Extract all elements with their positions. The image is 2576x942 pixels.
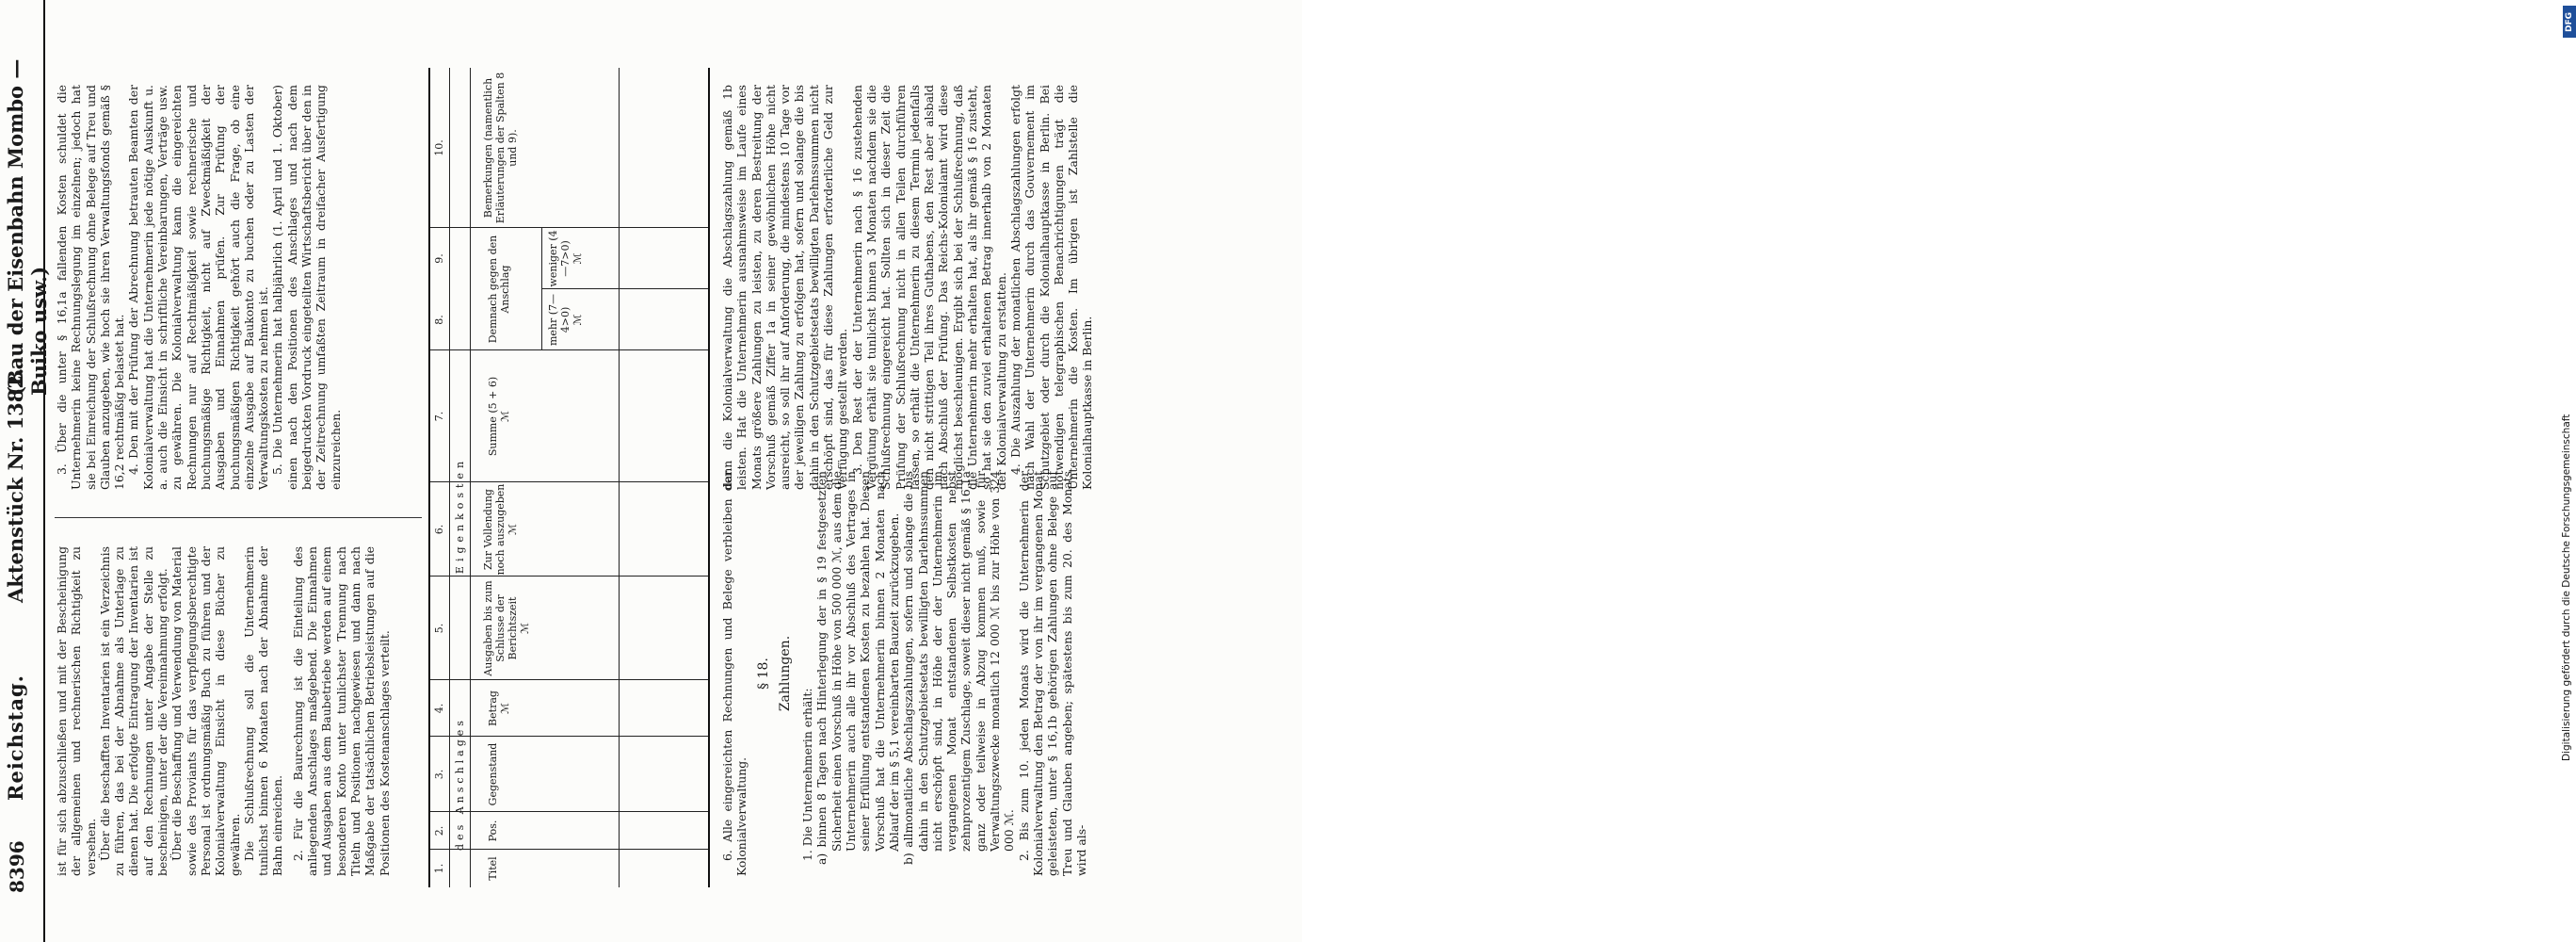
table-column xyxy=(430,227,541,350)
col-header: Zur Vollendung noch auszugeben xyxy=(482,483,507,576)
column-4 xyxy=(720,85,1095,490)
col-header-weniger: weniger (4—7>0) xyxy=(547,230,572,287)
unit-label: ℳ xyxy=(572,314,584,326)
table-column xyxy=(430,481,708,577)
list-item: b) allmonatliche Abschlagszahlungen, sofern und solange die bis dahin in den Schutzgebietsetats bewilligten Darlehnssummen nicht erschöpft sind, in Höhe der der Unternehmerin im vergangenen Monat entstandenen Selbstkosten nebst zehnprozentigem Zuschlage, soweit dieser nicht gemäß § 16,1a ganz oder teilweise in Abzug kommen muß, sowie für Verwaltungszwecke monatlich 12 000 ℳ bis zur Höhe von 324 000 ℳ. xyxy=(901,471,1017,865)
table-column xyxy=(430,849,708,887)
column-2 xyxy=(55,85,343,490)
col-header: Gegenstand xyxy=(487,742,499,806)
col-number: 4. xyxy=(433,703,445,714)
col-header: Summe (5 + 6) xyxy=(487,376,499,457)
paragraph: 3. Über die unter § 16,1a fallenden Kosten schuldet die Unternehmerin keine Rechnungslegung im einzelnen; jedoch hat sie bei Einreichung der Schlußrechnung ohne Belege auf Treu und Glauben anzugeben, wie hoch sie ihren Verwaltungsfonds gemäß § 16,2 rechtmäßig belastet hat. xyxy=(55,85,127,490)
dfg-credit-text: Digitalisierung gefördert durch die Deutsche Forschungsgemeinschaft xyxy=(2561,414,2572,761)
paragraph: 5. Die Unternehmerin hat halbjährlich (1. April und 1. Oktober) einen nach den Positionen des Anschlages und nach dem beigedruckten Vordruck eingeteilten Wirtschaftsbericht über den in der Zeitrechnung umfaßten Zeitraum in dreifacher Ausfertigung einzureichen. xyxy=(270,85,343,490)
paragraph: 6. Alle eingereichten Rechnungen und Belege verbleiben der Kolonialverwaltung. xyxy=(720,471,749,876)
paragraph: 2. Für die Baurechnung ist die Einteilung des anliegenden Anschlages maßgebend. Die Einnahmen und Ausgaben aus dem Baubetriebe werden auf einem besonderen Konto unter tunlichster Trennung nach Titeln und Positionen nachgewiesen und dann nach Maßgabe der tatsächlichen Betriebsleistungen auf die Positionen des Kostenanschlages verteilt. xyxy=(290,546,392,876)
unit-label: ℳ xyxy=(507,524,519,535)
table-column xyxy=(430,68,708,228)
paragraph: 2. Bis zum 10. jeden Monats wird die Unternehmerin der Kolonialverwaltung den Betrag der von ihr im vergangenen Monat geleisteten, unter § 16,1b gehörigen Zahlungen ohne Belege auf Treu und Glauben angeben; spätestens bis zum 20. des Monats wird als- xyxy=(1016,471,1088,876)
unit-label: ℳ xyxy=(499,411,511,422)
col-header: Titel xyxy=(487,856,499,881)
table-subcolumn xyxy=(541,227,708,289)
table-column xyxy=(430,736,708,812)
col-number: 7. xyxy=(433,411,445,422)
col-number: 1. xyxy=(433,863,445,874)
unit-label: ℳ xyxy=(519,623,531,634)
paragraph: dann die Kolonialverwaltung die Abschlagszahlung gemäß 1b leisten. Hat die Unternehmerin ausnahmsweise im Laufe eines Monats größere Zahlungen zu leisten, zu deren Bestreitung der Vorschuß gemäß Ziffer 1a in seiner gewöhnlichen Höhe nicht ausreicht, so soll ihr auf Anforderung, die mindestens 10 Tage vor der jeweiligen Zahlung zu erfolgen hat, sofern und solange die bis dahin in den Schutzgebietsetats bewilligten Darlehnssummen nicht erschöpft sind, das für diese Zahlungen erforderliche Geld zur Verfügung gestellt werden. xyxy=(720,85,850,490)
paragraph: ist für sich abzuschließen und mit der Bescheinigung der allgemeinen und rechnerischen Richtigkeit zu versehen. xyxy=(55,546,98,876)
group-header-eigenkosten: Eigenkosten xyxy=(454,456,466,575)
col-number: 9. xyxy=(433,253,445,264)
group-header-anschlag: des Anschlages xyxy=(454,717,466,851)
col-number: 3. xyxy=(433,769,445,780)
col-header-mehr: mehr (7—4>0) xyxy=(547,293,572,347)
section-title: Zahlungen. xyxy=(777,635,793,712)
paragraph: 4. Den mit der Prüfung der Abrechnung betrauten Beamten der Kolonialverwaltung hat die Unternehmerin jede nötige Auskunft u. a. auch die Einsicht in schriftliche Vereinbarungen, Verträge usw. zu gewähren. Die Kolonialverwaltung kann die eingereichten Rechnungen nur auf Rechtmäßigkeit sowie rechnerische und buchungsmäßige Richtigkeit, nicht auf Zweckmäßigkeit der Ausgaben und Einnahmen prüfen. Zur Prüfung der buchungsmäßigen Richtigkeit gehört auch die Frage, ob eine einzelne Ausgabe auf Baukonto zu buchen oder zu Lasten der Verwaltungskosten zu nehmen ist. xyxy=(126,85,271,490)
col-header: Bemerkungen (namentlich Erläuterungen der Spalten 8 und 9). xyxy=(482,72,519,224)
col-number: 10. xyxy=(433,139,445,156)
unit-label: ℳ xyxy=(499,703,511,714)
dfg-logo: DFG xyxy=(2563,6,2576,38)
paragraph: Die Schlußrechnung soll die Unternehmerin tunlichst binnen 6 Monaten nach der Abnahme der Bahn einreichen. xyxy=(241,546,285,876)
paragraph: 1. Die Unternehmerin erhält: xyxy=(800,688,815,861)
running-header xyxy=(0,0,51,942)
section-number: § 18. xyxy=(755,658,771,690)
digitization-strip xyxy=(1279,0,2574,942)
column-divider xyxy=(55,517,422,518)
unit-label: ℳ xyxy=(572,252,584,265)
table-column xyxy=(430,679,708,737)
paragraph: Über die beschafften Inventarien ist ein Verzeichnis zu führen, das bei der Abnahme als Unterlage zu dienen hat. Die erfolgte Eintragung der Inventarien ist auf den Rechnungen unter Angabe der Stelle zu bescheinigen, unter der die Vereinnahmung erfolgt. xyxy=(97,546,170,876)
col-header: Ausgaben bis zum Schlusse der Berichtszeit xyxy=(482,580,519,676)
col-header: Demnach gegen den Anschlag xyxy=(487,235,511,344)
col-header: Pos. xyxy=(487,820,499,842)
col-number: 6. xyxy=(433,524,445,535)
paragraph: 3. Den Rest der der Unternehmerin nach § 16 zustehenden Vergütung erhält sie tunlichst binnen 3 Monaten nachdem sie die Schlußrechnung eingereicht hat. Sollten sich in dieser Zeit die Prüfung der Schlußrechnung nicht in allen Teilen durchführen lassen, so erhält die Unternehmerin zu diesem Termin jedenfalls den nicht strittigen Teil ihres Guthabens, den Rest aber alsbald nach Abschluß der Prüfung. Das Reichs-Kolonialamt wird diese möglichst beschleunigen. Ergibt sich bei der Schlußrechnung, daß die Unternehmerin mehr erhalten hat, als ihr gemäß § 16 zusteht, so hat sie den zuviel erhaltenen Betrag innerhalb von 2 Monaten der Kolonialverwaltung zu erstatten. xyxy=(849,85,1008,490)
running-head-mid: Aktenstück Nr. 1382. xyxy=(4,367,27,603)
col-number: 2. xyxy=(433,825,445,836)
column-1 xyxy=(55,546,392,876)
table-column xyxy=(430,349,708,482)
rotated-page xyxy=(0,0,1262,942)
running-head-left: Reichstag. xyxy=(4,674,27,801)
paragraph: 4. Die Auszahlung der monatlichen Abschlagszahlungen erfolgt nach Wahl der Unternehmerin durch das Gouvernement im Schutzgebiet oder durch die Kolonialhauptkasse in Berlin. Bei notwendigen telegraphischen Benachrichtigungen trägt die Unternehmerin die Kosten. Im übrigen ist Zahlstelle die Kolonialhauptkasse in Berlin. xyxy=(1007,85,1095,490)
column-3 xyxy=(720,471,1088,876)
table-column xyxy=(430,576,708,680)
list-item: a) binnen 8 Tagen nach Hinterlegung der in § 19 festgesetzten Sicherheit einen Vorschuß in Höhe von 500 000 ℳ, aus dem die Unternehmerin auch alle ihr vor Abschluß des Vertrages in seiner Erfüllung entstandenen Kosten zu bezahlen hat. Diesen Vorschuß hat die Unternehmerin binnen 2 Monaten nach Ablauf der im § 5,1 vereinbarten Bauzeit zurückzugeben. xyxy=(814,471,901,865)
report-form-table xyxy=(428,68,710,887)
paragraph: Über die Beschaffung und Verwendung von Material sowie des Proviants für das verpflegungsberechtigte Personal ist ordnungsmäßig Buch zu führen und der Kolonialverwaltung Einsicht in diese Bücher zu gewähren. xyxy=(169,546,242,876)
running-head-right: (Bau der Eisenbahn Mombo — Buiko usw.) xyxy=(4,58,51,396)
table-column xyxy=(430,811,708,850)
col-header: Betrag xyxy=(487,690,499,726)
col-number: 8. xyxy=(433,315,445,325)
col-number: 5. xyxy=(433,623,445,634)
page-number: 8396 xyxy=(6,840,28,893)
table-subcolumn xyxy=(541,288,708,350)
